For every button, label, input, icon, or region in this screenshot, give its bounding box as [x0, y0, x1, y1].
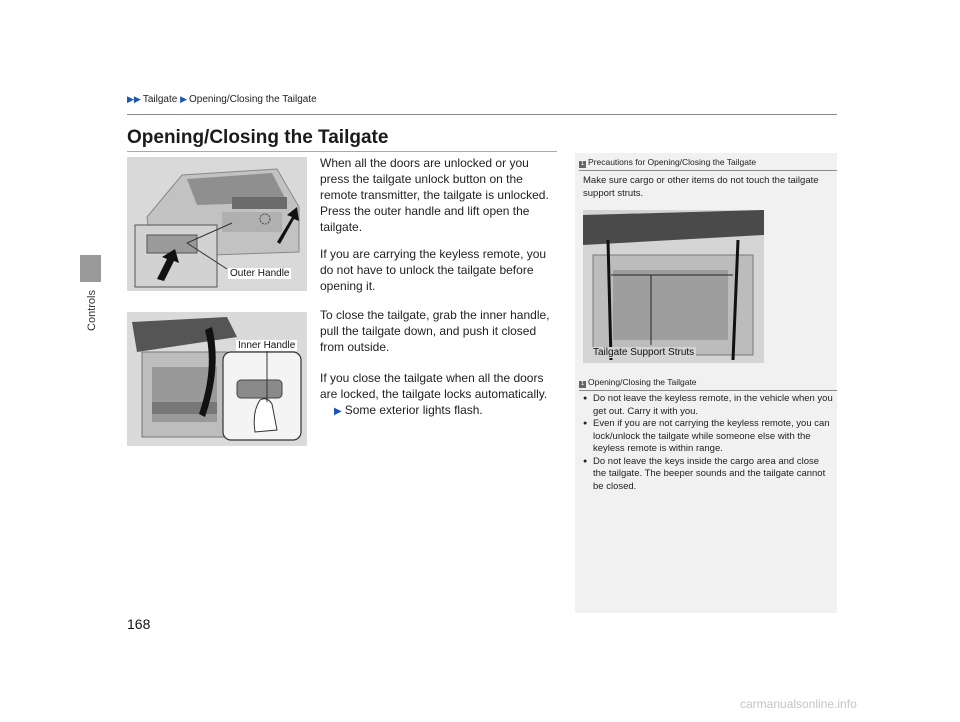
sub-point-text: Some exterior lights flash. [344, 403, 483, 417]
paragraph-auto-lock: If you close the tailgate when all the doors are locked, the tailgate locks automatically. [320, 371, 548, 401]
note2-divider [579, 390, 837, 391]
note-heading-opening [579, 377, 697, 388]
section-tab-marker [80, 255, 101, 282]
inner-handle-callout: Inner Handle [238, 340, 296, 351]
open-tailgate-icon [127, 312, 307, 446]
breadcrumb-item-current: Opening/Closing the Tailgate [189, 94, 317, 105]
note1-title: Precautions for Opening/Closing the Tailgate [588, 157, 757, 167]
support-struts-callout: Tailgate Support Struts [593, 347, 695, 358]
note2-item: ● Do not leave the keys inside the cargo area and close the tailgate. The beeper sounds and the tailgate cannot be closed. [583, 456, 833, 494]
pointer-arrow-icon: ▶ [334, 406, 342, 417]
note-heading-precautions [579, 157, 756, 168]
note1-body [583, 174, 828, 200]
cargo-area-icon [583, 210, 764, 363]
note1-divider [579, 170, 837, 171]
note2-item: ● Even if you are not carrying the keyless remote, you can lock/unlock the tailgate while someone else with the keyless remote is within range. [583, 418, 833, 456]
body-block-3 [320, 307, 560, 355]
body-block-2 [320, 246, 560, 294]
header-divider [127, 114, 837, 115]
breadcrumb-arrow-icon: ▶ [180, 94, 188, 104]
paragraph-open: Press the outer handle and lift open the tailgate. [320, 204, 530, 234]
note2-list [583, 393, 833, 493]
support-struts-illustration [583, 210, 764, 363]
breadcrumb [127, 94, 317, 105]
note-number-icon: 1 [580, 381, 585, 387]
page-title: Opening/Closing the Tailgate [127, 127, 389, 148]
title-underline [127, 151, 557, 152]
note-number-icon: 1 [580, 161, 585, 167]
paragraph-unlock: When all the doors are unlocked or you press the tailgate unlock button on the remote transmitter, the tailgate is unlocked. [320, 156, 549, 202]
paragraph-keyless: If you are carrying the keyless remote, you do not have to unlock the tailgate before opening it. [320, 247, 547, 293]
breadcrumb-item-tailgate[interactable]: Tailgate [142, 94, 178, 105]
page-number: 168 [127, 616, 151, 632]
watermark: carmanualsonline.info [740, 697, 857, 711]
note1-text: Make sure cargo or other items do not touch the tailgate support struts. [583, 175, 819, 199]
sub-point [320, 402, 560, 420]
section-tab-label: Controls [86, 290, 98, 331]
outer-handle-callout: Outer Handle [230, 268, 290, 279]
body-block-4 [320, 370, 560, 420]
paragraph-close: To close the tailgate, grab the inner handle, pull the tailgate down, and push it closed from outside. [320, 308, 550, 354]
body-block-1 [320, 155, 560, 235]
breadcrumb-arrow-icon: ▶▶ [127, 94, 141, 104]
inner-handle-illustration [127, 312, 307, 446]
note2-item: ● Do not leave the keyless remote, in the vehicle when you get out. Carry it with you. [583, 393, 833, 418]
note2-title: Opening/Closing the Tailgate [588, 377, 697, 387]
